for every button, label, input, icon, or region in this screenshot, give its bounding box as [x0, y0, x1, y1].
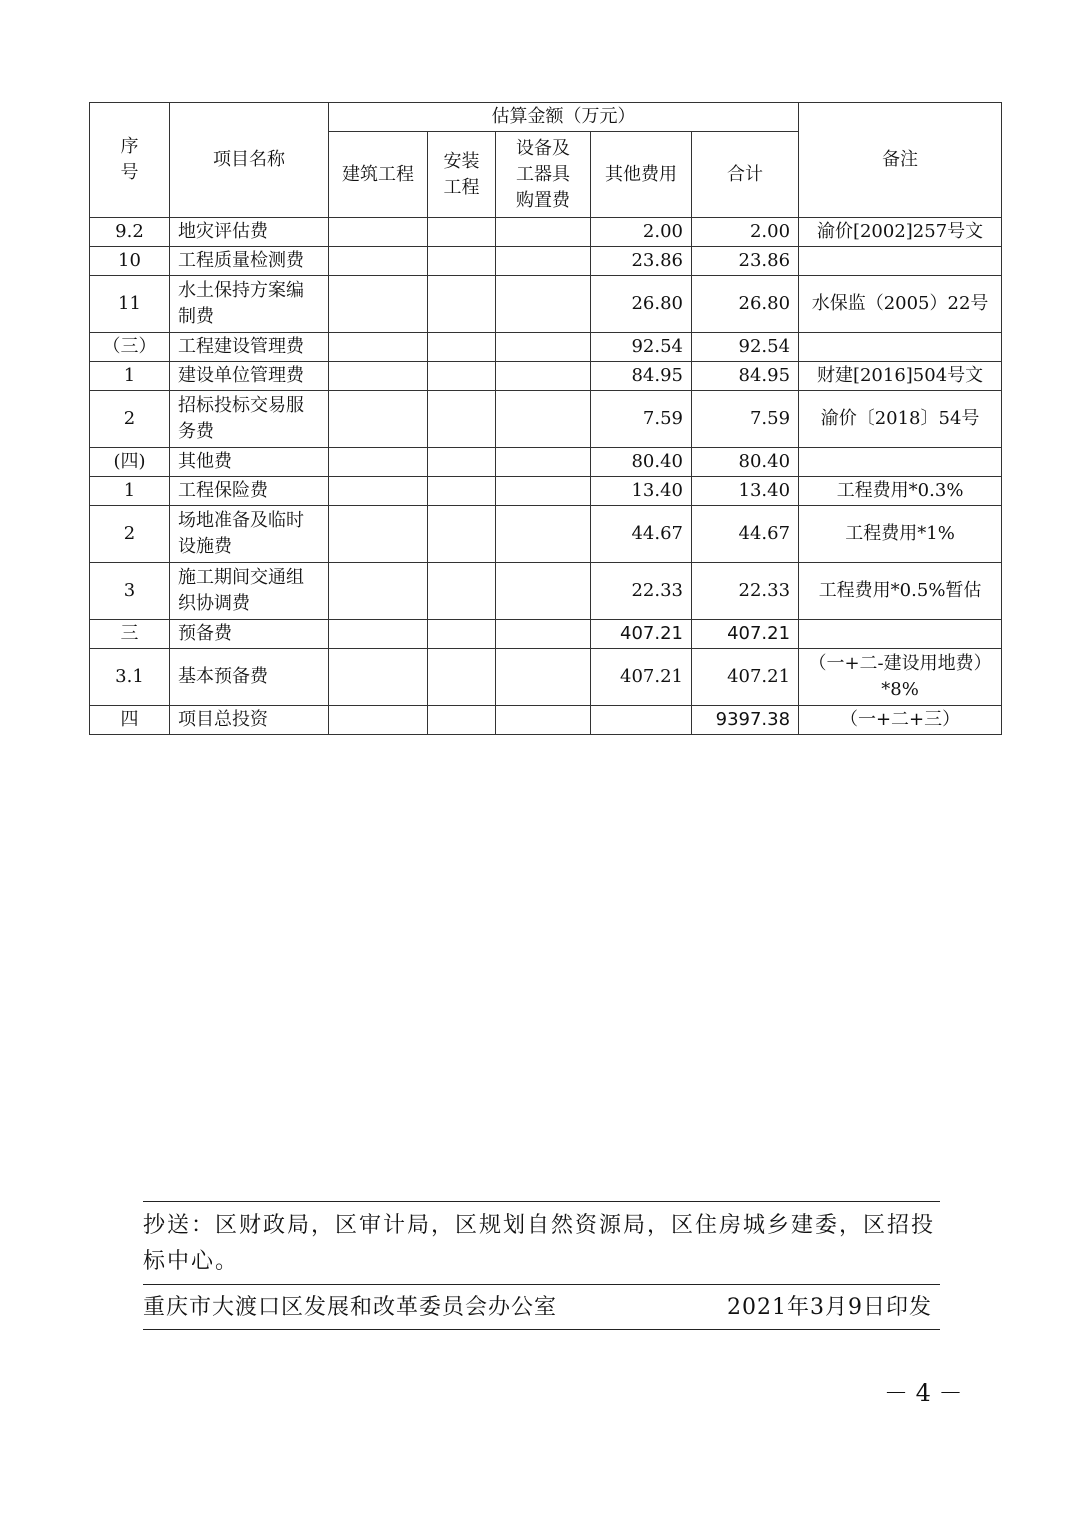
- cell-name: 建设单位管理费: [170, 362, 329, 391]
- cell-equipment: [496, 448, 591, 477]
- cell-building: [329, 276, 428, 333]
- cell-seq: 1: [90, 477, 170, 506]
- header-name: 项目名称: [170, 103, 329, 218]
- cell-equipment: [496, 649, 591, 706]
- cell-seq: 9.2: [90, 218, 170, 247]
- cell-building: [329, 563, 428, 620]
- table-row: [90, 218, 1002, 247]
- cell-other: 22.33: [591, 563, 692, 620]
- table-row: [90, 448, 1002, 477]
- cell-other: 13.40: [591, 477, 692, 506]
- cell-seq: 三: [90, 620, 170, 649]
- header-install: 安装 工程: [428, 132, 496, 218]
- cell-remark: [799, 620, 1002, 649]
- page-number: － 4 －: [884, 1379, 963, 1407]
- cell-remark: （一+二+三）: [799, 706, 1002, 735]
- table-row: [90, 276, 1002, 333]
- cell-remark: 工程费用*0.3%: [799, 477, 1002, 506]
- cell-equipment: [496, 218, 591, 247]
- cell-building: [329, 218, 428, 247]
- cell-other: 23.86: [591, 247, 692, 276]
- cell-remark: [799, 247, 1002, 276]
- cell-remark: 渝价〔2018〕54号: [799, 391, 1002, 448]
- cell-install: [428, 563, 496, 620]
- header-total: 合计: [692, 132, 799, 218]
- cell-install: [428, 362, 496, 391]
- cell-seq: 2: [90, 391, 170, 448]
- cell-total: 44.67: [692, 506, 799, 563]
- cell-seq: 11: [90, 276, 170, 333]
- cell-equipment: [496, 620, 591, 649]
- cell-seq: 四: [90, 706, 170, 735]
- cell-seq: (四): [90, 448, 170, 477]
- cell-seq: 10: [90, 247, 170, 276]
- cc-line: 抄送：区财政局，区审计局，区规划自然资源局，区住房城乡建委，区招投标中心。: [143, 1213, 936, 1274]
- cell-building: [329, 362, 428, 391]
- cell-other: [591, 706, 692, 735]
- cell-building: [329, 706, 428, 735]
- table-row: [90, 477, 1002, 506]
- cell-other: 407.21: [591, 649, 692, 706]
- cell-install: [428, 391, 496, 448]
- cell-remark: 渝价[2002]257号文: [799, 218, 1002, 247]
- table-row: [90, 706, 1002, 735]
- cell-name: 工程质量检测费: [170, 247, 329, 276]
- cell-total: 23.86: [692, 247, 799, 276]
- cell-name: 工程建设管理费: [170, 333, 329, 362]
- cell-seq: 2: [90, 506, 170, 563]
- cell-name: 预备费: [170, 620, 329, 649]
- footer-middle-rule: [143, 1284, 940, 1285]
- cell-total: 80.40: [692, 448, 799, 477]
- cell-install: [428, 706, 496, 735]
- issuer-name: 重庆市大渡口区发展和改革委员会办公室: [143, 1295, 558, 1320]
- cell-install: [428, 477, 496, 506]
- cell-total: 7.59: [692, 391, 799, 448]
- cell-other: 26.80: [591, 276, 692, 333]
- cell-other: 2.00: [591, 218, 692, 247]
- cell-equipment: [496, 477, 591, 506]
- header-equipment: 设备及 工器具 购置费: [496, 132, 591, 218]
- cell-seq: 1: [90, 362, 170, 391]
- cell-equipment: [496, 706, 591, 735]
- cell-remark: 工程费用*1%: [799, 506, 1002, 563]
- header-building: 建筑工程: [329, 132, 428, 218]
- cell-total: 9397.38: [692, 706, 799, 735]
- cell-name: 场地准备及临时设施费: [170, 506, 329, 563]
- cell-install: [428, 506, 496, 563]
- cell-equipment: [496, 362, 591, 391]
- cell-remark: 工程费用*0.5%暂估: [799, 563, 1002, 620]
- cell-name: 其他费: [170, 448, 329, 477]
- table-row: [90, 649, 1002, 706]
- cell-equipment: [496, 563, 591, 620]
- cell-remark: 水保监（2005）22号: [799, 276, 1002, 333]
- cell-total: 407.21: [692, 649, 799, 706]
- table-row: [90, 391, 1002, 448]
- cell-install: [428, 333, 496, 362]
- cell-other: 92.54: [591, 333, 692, 362]
- cell-name: 水土保持方案编制费: [170, 276, 329, 333]
- table-body: [90, 218, 1002, 735]
- header-seq: 序 号: [90, 103, 170, 218]
- cell-install: [428, 276, 496, 333]
- budget-table: [89, 102, 1002, 735]
- cell-other: 407.21: [591, 620, 692, 649]
- cell-seq: （三）: [90, 333, 170, 362]
- footer-bottom-rule: [143, 1329, 940, 1330]
- cell-total: 13.40: [692, 477, 799, 506]
- cell-name: 基本预备费: [170, 649, 329, 706]
- cell-remark: （一+二-建设用地费）*8%: [799, 649, 1002, 706]
- cell-building: [329, 333, 428, 362]
- cell-total: 22.33: [692, 563, 799, 620]
- cell-building: [329, 620, 428, 649]
- table-row: [90, 247, 1002, 276]
- cell-total: 407.21: [692, 620, 799, 649]
- cell-building: [329, 506, 428, 563]
- cell-name: 招标投标交易服务费: [170, 391, 329, 448]
- cell-install: [428, 218, 496, 247]
- cell-name: 工程保险费: [170, 477, 329, 506]
- cell-name: 地灾评估费: [170, 218, 329, 247]
- cell-equipment: [496, 333, 591, 362]
- cell-building: [329, 247, 428, 276]
- cell-other: 80.40: [591, 448, 692, 477]
- header-other: 其他费用: [591, 132, 692, 218]
- cell-equipment: [496, 247, 591, 276]
- table-row: [90, 620, 1002, 649]
- cell-name: 施工期间交通组织协调费: [170, 563, 329, 620]
- footer-top-rule: [143, 1201, 940, 1202]
- table-row: [90, 563, 1002, 620]
- cell-other: 7.59: [591, 391, 692, 448]
- cell-other: 44.67: [591, 506, 692, 563]
- cell-seq: 3.1: [90, 649, 170, 706]
- table-row: [90, 362, 1002, 391]
- cell-other: 84.95: [591, 362, 692, 391]
- header-remark: 备注: [799, 103, 1002, 218]
- cell-total: 92.54: [692, 333, 799, 362]
- cell-equipment: [496, 391, 591, 448]
- cell-total: 84.95: [692, 362, 799, 391]
- cell-equipment: [496, 506, 591, 563]
- cell-total: 2.00: [692, 218, 799, 247]
- cell-seq: 3: [90, 563, 170, 620]
- cell-building: [329, 448, 428, 477]
- issue-date: 2021年3月9日印发: [727, 1295, 932, 1320]
- cell-total: 26.80: [692, 276, 799, 333]
- table-row: [90, 506, 1002, 563]
- table-row: [90, 333, 1002, 362]
- cell-install: [428, 247, 496, 276]
- cell-remark: [799, 448, 1002, 477]
- cell-building: [329, 649, 428, 706]
- cell-install: [428, 649, 496, 706]
- header-estimate-group: 估算金额（万元）: [329, 103, 799, 132]
- cell-building: [329, 477, 428, 506]
- cell-install: [428, 620, 496, 649]
- cell-name: 项目总投资: [170, 706, 329, 735]
- cell-remark: 财建[2016]504号文: [799, 362, 1002, 391]
- cell-equipment: [496, 276, 591, 333]
- cell-building: [329, 391, 428, 448]
- cell-install: [428, 448, 496, 477]
- cell-remark: [799, 333, 1002, 362]
